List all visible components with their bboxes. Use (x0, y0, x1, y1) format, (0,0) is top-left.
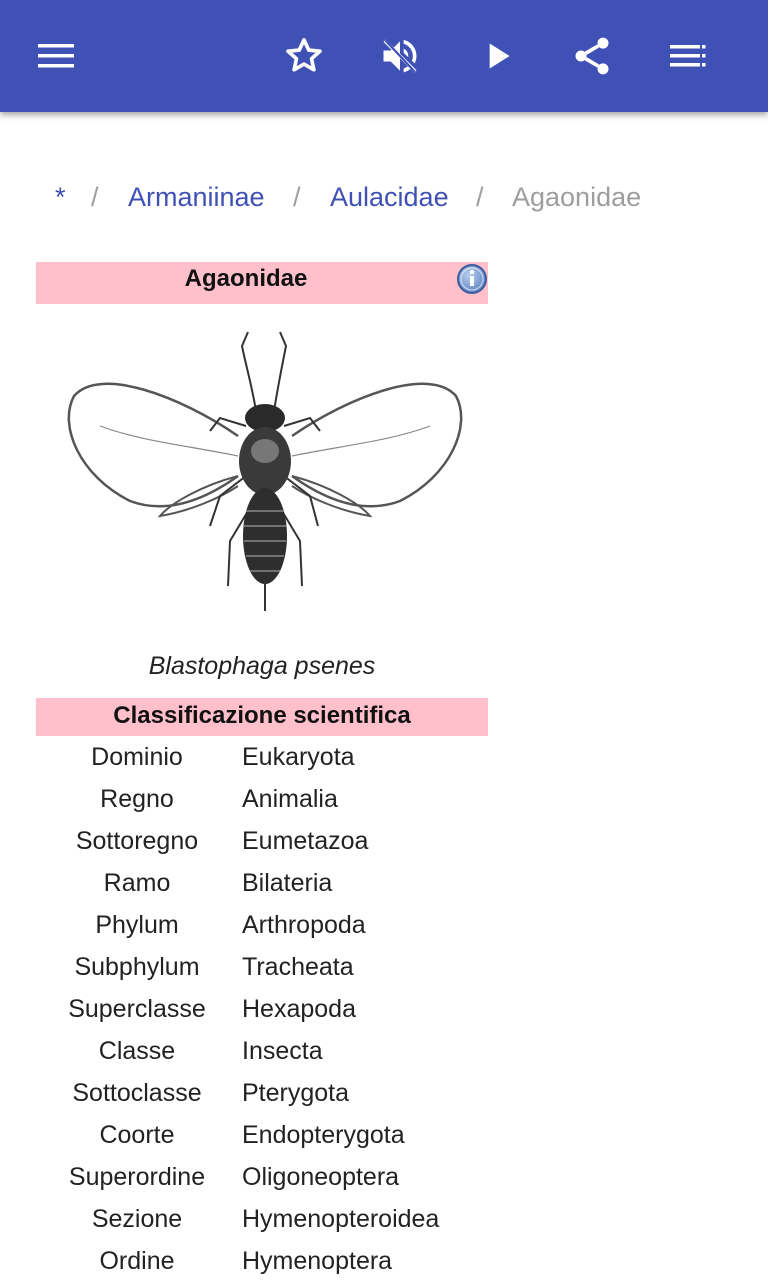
rank-label: Regno (100, 785, 174, 813)
rank-label: Superclasse (68, 995, 206, 1023)
rank-label: Sezione (91, 1205, 183, 1233)
breadcrumb-item-root[interactable]: * (55, 182, 66, 212)
classification-row (36, 1198, 488, 1240)
breadcrumb-separator: / (476, 182, 484, 212)
classification-row (36, 1072, 488, 1114)
info-button[interactable] (456, 263, 488, 295)
classification-row (36, 1240, 488, 1282)
rank-value: Tracheata (242, 953, 354, 981)
rank-value: Eukaryota (242, 743, 355, 771)
breadcrumb-item-current: Agaonidae (512, 182, 642, 212)
taxobox-title: Agaonidae (184, 265, 308, 292)
rank-value: Pterygota (242, 1079, 350, 1107)
rank-label: Coorte (99, 1121, 175, 1149)
bookmark-button[interactable] (274, 26, 334, 86)
breadcrumb-item-aulacidae[interactable]: Aulacidae (330, 182, 449, 212)
share-button[interactable] (562, 26, 622, 86)
classification-table (36, 736, 488, 1282)
rank-label: Ordine (99, 1247, 175, 1275)
rank-label: Phylum (95, 911, 179, 939)
rank-label: Classe (98, 1037, 176, 1065)
rank-label: Dominio (91, 743, 183, 771)
classification-row (36, 1156, 488, 1198)
star-outline-icon (282, 34, 326, 78)
rank-label: Sottoregno (75, 827, 199, 855)
rank-label: Subphylum (74, 953, 200, 981)
rank-value: Hymenoptera (242, 1247, 393, 1275)
rank-value: Animalia (242, 785, 338, 813)
playlist-icon (668, 41, 708, 71)
classification-row (36, 904, 488, 946)
image-caption: Blastophaga psenes (148, 652, 376, 680)
classification-row (36, 1114, 488, 1156)
play-icon (478, 36, 518, 76)
menu-icon (36, 41, 76, 71)
rank-value: Insecta (242, 1037, 323, 1065)
classification-row (36, 946, 488, 988)
classification-row (36, 988, 488, 1030)
mute-button[interactable] (370, 26, 430, 86)
classification-row (36, 736, 488, 778)
menu-button[interactable] (26, 26, 86, 86)
breadcrumb-separator: / (91, 182, 99, 212)
classification-row (36, 1030, 488, 1072)
volume-off-icon (378, 34, 422, 78)
rank-value: Arthropoda (242, 911, 366, 939)
rank-value: Oligoneoptera (242, 1163, 400, 1191)
insect-illustration (60, 326, 470, 616)
rank-label: Ramo (103, 869, 171, 897)
info-icon (456, 263, 488, 295)
contents-button[interactable] (658, 26, 718, 86)
rank-value: Bilateria (242, 869, 333, 897)
play-button[interactable] (468, 26, 528, 86)
classification-row (36, 862, 488, 904)
breadcrumb (0, 176, 768, 220)
rank-value: Hymenopteroidea (242, 1205, 440, 1233)
classification-row (36, 778, 488, 820)
rank-value: Hexapoda (242, 995, 356, 1023)
rank-value: Eumetazoa (242, 827, 369, 855)
share-icon (570, 34, 614, 78)
app-toolbar (0, 0, 768, 112)
breadcrumb-item-armaniinae[interactable]: Armaniinae (128, 182, 265, 212)
classification-row (36, 820, 488, 862)
breadcrumb-separator: / (293, 182, 301, 212)
rank-label: Sottoclasse (72, 1079, 202, 1107)
classification-header: Classificazione scientifica (36, 698, 488, 736)
rank-value: Endopterygota (242, 1121, 405, 1149)
rank-label: Superordine (68, 1163, 206, 1191)
